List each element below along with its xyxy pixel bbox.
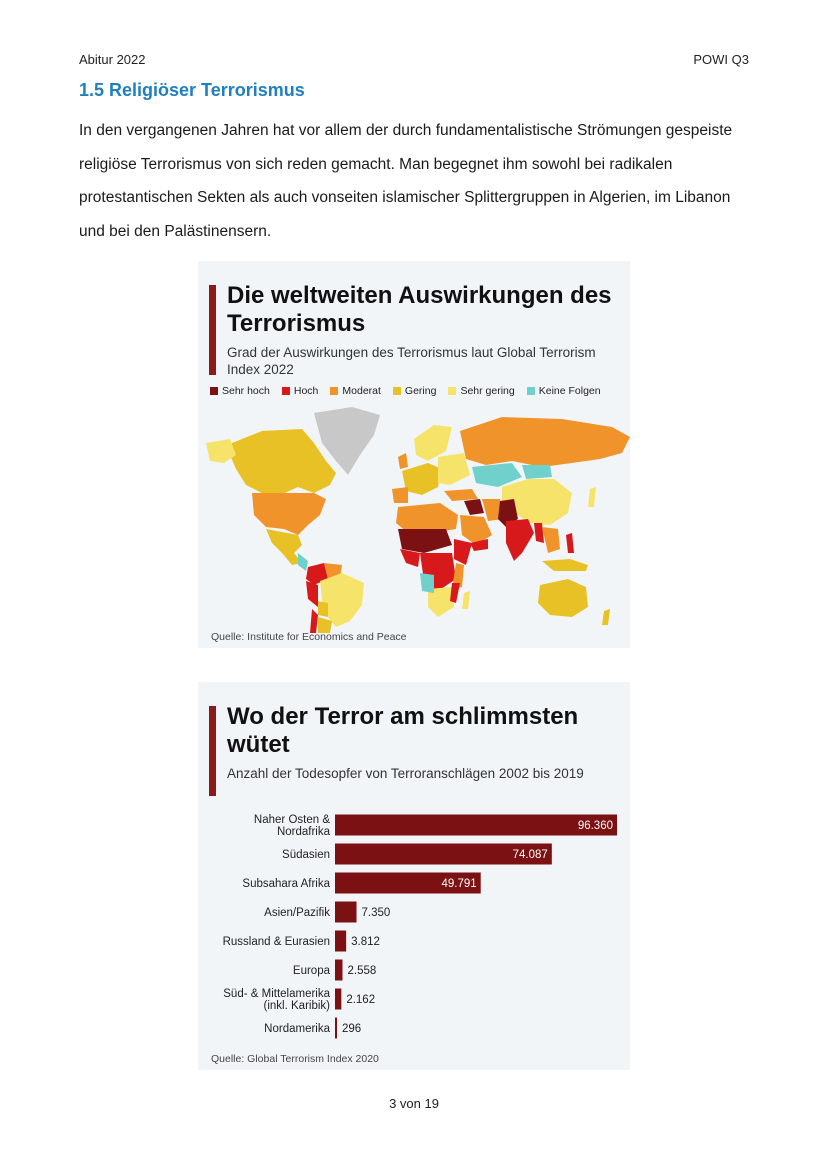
chart-source: Quelle: Global Terrorism Index 2020 (211, 1053, 379, 1065)
category-label: Europa (292, 965, 330, 977)
alaska (206, 439, 236, 463)
mexico (266, 529, 302, 565)
category-label: Süd- & Mittelamerika (inkl. Karibik) (223, 988, 330, 1012)
category-label: Russland & Eurasien (222, 936, 330, 948)
world-map (202, 403, 630, 633)
legend-item: Moderat (330, 385, 381, 397)
bar (335, 815, 617, 836)
usa (252, 493, 326, 535)
sahel (398, 529, 452, 553)
value-label: 49.791 (441, 878, 477, 890)
myanmar (534, 523, 544, 543)
legend-swatch-moderat (330, 387, 338, 395)
map-source: Quelle: Institute for Economics and Peace (211, 631, 407, 643)
bolivia (318, 601, 328, 617)
se-asia (542, 527, 560, 553)
brazil (320, 573, 364, 627)
category-label: Naher Osten & Nordafrika (253, 814, 330, 838)
section-title: 1.5 Religiöser Terrorismus (79, 80, 305, 100)
peru (306, 581, 318, 607)
mozambique (450, 583, 460, 603)
value-label: 3.812 (351, 936, 380, 948)
uk (398, 453, 408, 469)
legend-item: Gering (393, 385, 437, 397)
legend-swatch-hoch (282, 387, 290, 395)
page-number: 3 von 19 (389, 1096, 439, 1111)
value-label: 74.087 (512, 849, 548, 861)
bar (335, 989, 341, 1010)
bar (335, 1018, 337, 1039)
value-label: 296 (342, 1023, 362, 1035)
india (506, 519, 534, 561)
legend-swatch-keine-folgen (527, 387, 535, 395)
category-label: Südasien (282, 849, 330, 861)
category-label: Asien/Pazifik (264, 907, 330, 919)
map-title: Die weltweiten Auswirkungen des Terrorismus (227, 282, 612, 337)
chart-title: Wo der Terror am schlimmsten wütet (227, 703, 579, 758)
madagascar (462, 591, 470, 609)
canada (230, 429, 336, 495)
legend-item: Hoch (282, 385, 319, 397)
title-accent-bar (209, 706, 216, 796)
bar (335, 902, 357, 923)
angola-zambia (420, 573, 434, 593)
map-legend (210, 385, 601, 397)
section-body: In den vergangenen Jahren hat vor allem der durch fundamentalistische Strömungen gespeiste religiöse Terrorismus von sich reden gemacht. Man begegnet ihm sowohl bei radikalen protestantischen Sekten als auch vonseiten islamischer Splittergruppen in Algerien, im Libanon und bei den Palästinensern. (79, 122, 733, 240)
japan (588, 487, 596, 507)
legend-swatch-gering (393, 387, 401, 395)
philippines (566, 533, 574, 553)
map-infographic (198, 261, 630, 648)
bar (335, 931, 346, 952)
value-label: 2.558 (347, 965, 377, 977)
legend-swatch-sehr-hoch (210, 387, 218, 395)
legend-item: Sehr hoch (210, 385, 270, 397)
north-africa (396, 503, 458, 533)
bar-chart-infographic (198, 682, 630, 1070)
mongolia (522, 465, 552, 479)
chile (310, 609, 318, 633)
bar (335, 960, 342, 981)
value-label: 2.162 (346, 994, 376, 1006)
iraq-syria (464, 499, 484, 515)
bar-chart (198, 808, 630, 1048)
australia (538, 579, 588, 617)
new-zealand (602, 609, 610, 625)
value-label: 96.360 (577, 820, 613, 832)
scandinavia (414, 425, 452, 461)
chart-subtitle: Anzahl der Todesopfer von Terroranschlägen 2002 bis 2019 (227, 766, 584, 781)
map-subtitle: Grad der Auswirkungen des Terrorismus laut Global Terrorism Index 2022 (227, 345, 596, 377)
horn-of-africa (454, 539, 472, 565)
title-accent-bar (209, 285, 216, 375)
eastern-europe (438, 453, 470, 485)
header-left: Abitur 2022 (79, 52, 146, 67)
central-america (298, 553, 308, 571)
iberia (392, 487, 408, 503)
indonesia (542, 559, 588, 571)
russia (460, 417, 630, 467)
category-label: Nordamerika (264, 1023, 330, 1035)
legend-item: Keine Folgen (527, 385, 601, 397)
turkey (444, 489, 478, 501)
legend-item: Sehr gering (448, 385, 514, 397)
legend-swatch-sehr-gering (448, 387, 456, 395)
value-label: 7.350 (361, 907, 391, 919)
header-right: POWI Q3 (693, 52, 749, 67)
category-label: Subsahara Afrika (242, 878, 330, 890)
